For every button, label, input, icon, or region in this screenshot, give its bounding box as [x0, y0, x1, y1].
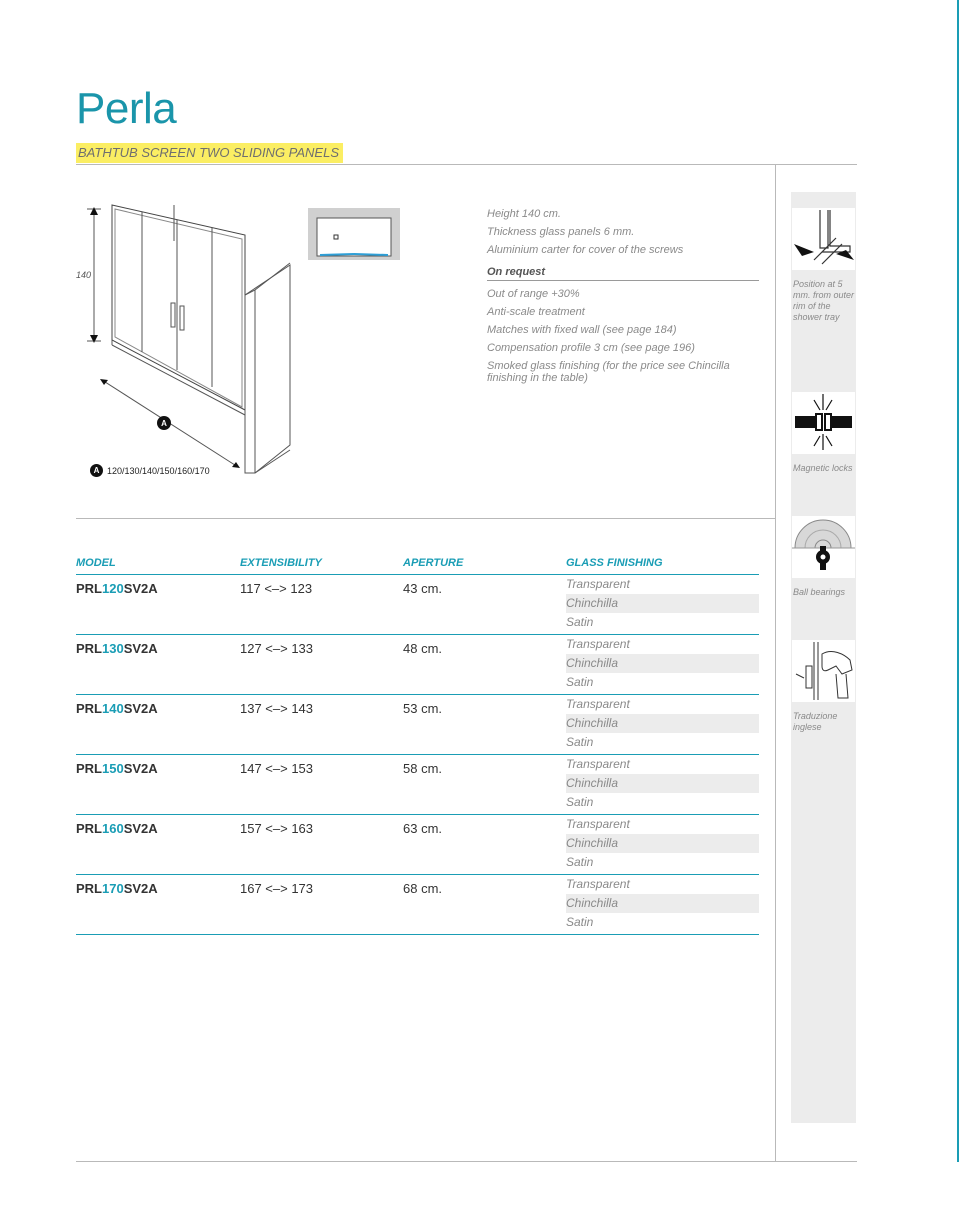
finish-satin: Satin: [566, 735, 594, 749]
aperture-cell: 48 cm.: [403, 641, 443, 656]
specs-block: [487, 205, 759, 384]
header-glass-finishing: GLASS FINISHING: [566, 557, 663, 569]
finish-satin: Satin: [566, 675, 594, 689]
finish-transparent: Transparent: [566, 757, 630, 771]
finishes-cell: [566, 695, 759, 754]
finish-transparent: Transparent: [566, 877, 630, 891]
finish-satin: Satin: [566, 795, 594, 809]
feature-sidebar: [791, 192, 856, 1123]
model-code: [76, 755, 240, 814]
feature-label: Position at 5 mm. from outer rim of the shower tray: [793, 279, 855, 322]
model-code: [76, 695, 240, 754]
aperture-cell: 58 cm.: [403, 761, 443, 776]
drawing-badge-a: A: [161, 419, 167, 428]
extensibility-cell: 147 <–> 153: [240, 761, 314, 776]
aperture-cell: 53 cm.: [403, 701, 443, 716]
aperture-cell: 68 cm.: [403, 881, 443, 896]
model-table: [76, 552, 759, 935]
table-row: [76, 635, 759, 695]
table-row: [76, 695, 759, 755]
aperture-cell: 43 cm.: [403, 581, 443, 596]
plan-view-icon: [308, 208, 400, 260]
finishes-cell: [566, 755, 759, 814]
header-extensibility: EXTENSIBILITY: [240, 557, 322, 569]
on-request-item: Matches with fixed wall (see page 184): [487, 324, 677, 336]
page-subtitle: BATHTUB SCREEN TWO SLIDING PANELS: [76, 143, 343, 163]
header-model: MODEL: [76, 557, 116, 569]
aperture-cell: 63 cm.: [403, 821, 443, 836]
spec-line: Thickness glass panels 6 mm.: [487, 226, 635, 238]
feature-label: Traduzione inglese: [793, 711, 838, 732]
model-size: 120: [102, 581, 124, 596]
ball-bearing-icon: [792, 516, 855, 578]
model-size: 170: [102, 881, 124, 896]
magnet-icon: [792, 392, 855, 454]
finish-chinchilla: Chinchilla: [566, 714, 759, 733]
finishes-cell: [566, 815, 759, 874]
model-size: 160: [102, 821, 124, 836]
on-request-item: Anti-scale treatment: [487, 306, 585, 318]
table-row: [76, 575, 759, 635]
feature-magnetic-locks: [791, 392, 856, 474]
hand-handle-icon: [792, 640, 855, 702]
finish-transparent: Transparent: [566, 577, 630, 591]
product-drawing: [70, 195, 300, 475]
extensibility-cell: 157 <–> 163: [240, 821, 314, 836]
bottom-divider: [76, 1161, 857, 1162]
model-prefix: PRL: [76, 581, 102, 596]
model-size: 130: [102, 641, 124, 656]
height-dimension-label: 140: [76, 270, 92, 280]
sidebar-divider: [775, 165, 776, 1162]
finishes-cell: [566, 875, 759, 934]
mid-divider: [76, 518, 775, 519]
finish-satin: Satin: [566, 855, 594, 869]
finish-chinchilla: Chinchilla: [566, 654, 759, 673]
model-prefix: PRL: [76, 821, 102, 836]
spec-line: Height 140 cm.: [487, 208, 561, 220]
model-prefix: PRL: [76, 641, 102, 656]
model-suffix: SV2A: [123, 821, 158, 836]
spec-line: Aluminium carter for cover of the screws: [487, 244, 684, 256]
model-code: [76, 575, 240, 634]
model-suffix: SV2A: [123, 761, 158, 776]
model-size: 140: [102, 701, 124, 716]
feature-ball-bearings: [791, 516, 856, 598]
model-suffix: SV2A: [123, 881, 158, 896]
finish-chinchilla: Chinchilla: [566, 894, 759, 913]
finishes-cell: [566, 575, 759, 634]
extensibility-cell: 167 <–> 173: [240, 881, 314, 896]
model-code: [76, 635, 240, 694]
table-body: [76, 575, 759, 935]
feature-label: Magnetic locks: [793, 463, 853, 473]
page-edge-line: [957, 0, 959, 1162]
on-request-item: Compensation profile 3 cm (see page 196): [487, 342, 695, 354]
top-divider: [76, 164, 857, 165]
table-row: [76, 815, 759, 875]
extensibility-cell: 137 <–> 143: [240, 701, 314, 716]
finish-satin: Satin: [566, 915, 594, 929]
extensibility-cell: 117 <–> 123: [240, 581, 313, 596]
finish-chinchilla: Chinchilla: [566, 834, 759, 853]
finish-transparent: Transparent: [566, 817, 630, 831]
on-request-item: Smoked glass finishing (for the price see Chincilla finishing in the table): [487, 360, 730, 384]
sizes-caption: [90, 464, 210, 477]
extensibility-cell: 127 <–> 133: [240, 641, 314, 656]
model-prefix: PRL: [76, 881, 102, 896]
model-code: [76, 875, 240, 934]
feature-label: Ball bearings: [793, 587, 846, 597]
feature-position: [791, 208, 856, 323]
table-row: [76, 755, 759, 815]
header-aperture: APERTURE: [403, 557, 464, 569]
model-size: 150: [102, 761, 124, 776]
sizes-text: 120/130/140/150/160/170: [107, 465, 210, 476]
finish-chinchilla: Chinchilla: [566, 774, 759, 793]
on-request-heading: On request: [487, 264, 759, 281]
on-request-list: [487, 285, 759, 384]
finish-chinchilla: Chinchilla: [566, 594, 759, 613]
model-suffix: SV2A: [123, 641, 158, 656]
on-request-item: Out of range +30%: [487, 288, 580, 300]
finish-transparent: Transparent: [566, 637, 630, 651]
model-prefix: PRL: [76, 701, 102, 716]
position-icon: [792, 208, 855, 270]
finishes-cell: [566, 635, 759, 694]
model-suffix: SV2A: [123, 701, 158, 716]
table-header: [76, 552, 759, 575]
model-code: [76, 815, 240, 874]
page-title: Perla: [76, 84, 177, 133]
sizes-badge: A: [90, 464, 103, 477]
finish-satin: Satin: [566, 615, 594, 629]
table-row: [76, 875, 759, 935]
finish-transparent: Transparent: [566, 697, 630, 711]
model-prefix: PRL: [76, 761, 102, 776]
feature-handle: [791, 640, 856, 733]
model-suffix: SV2A: [123, 581, 158, 596]
